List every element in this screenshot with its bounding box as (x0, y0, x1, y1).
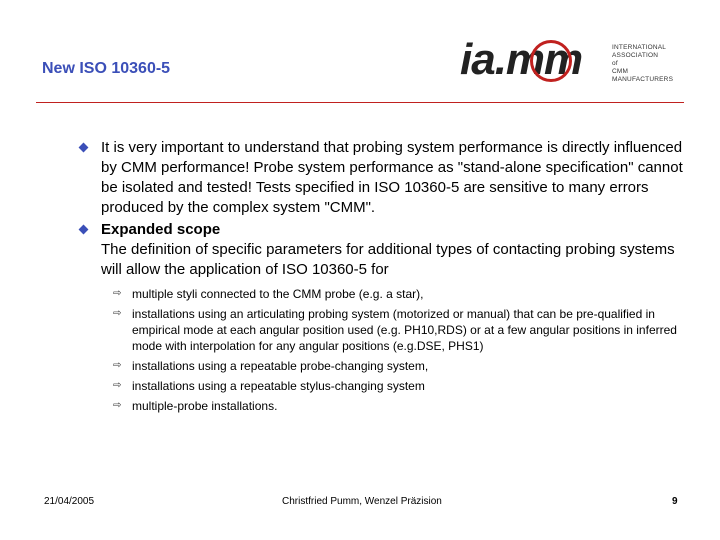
slide-title: New ISO 10360-5 (42, 60, 171, 77)
iacmm-logo (460, 35, 690, 84)
slide-body (78, 138, 688, 418)
diamond-bullet-icon (79, 143, 89, 153)
footer-date: 21/04/2005 (44, 496, 95, 507)
logo-sub-line: of (612, 60, 618, 67)
bullet-heading: Expanded scope (101, 221, 221, 238)
title-divider (36, 102, 684, 103)
logo-ia-text: ia. (460, 35, 506, 84)
arrow-bullet-icon: ⇨ (113, 360, 122, 371)
arrow-bullet-icon: ⇨ (113, 380, 122, 391)
logo-subtitle (612, 44, 690, 84)
sub-item-text: installations using an articulating probing system (motorized or manual) that can be pre-qualified in empirical mode at each angular position used (e.g. PH10,RDS) or at a few angular positions in inferred mode with interpolation for any angular positions (e.g.DSE, PHS1) (132, 307, 677, 353)
arrow-bullet-icon: ⇨ (113, 400, 122, 411)
sub-list-item (113, 286, 688, 302)
page-number: 9 (672, 496, 678, 507)
logo-sub-line: CMM MANUFACTURERS (612, 68, 674, 83)
bullet-text: It is very important to understand that probing system performance is directly influenced by CMM performance! Probe system performance as "stand-alone specification" cannot be isolated and tested! Tests specified in ISO 10360-5 are sensitive to many errors produced by the complex system "CMM". (101, 139, 683, 216)
sub-item-text: multiple styli connected to the CMM probe (e.g. a star), (132, 287, 424, 301)
bullet-item (78, 138, 688, 218)
sub-item-text: multiple-probe installations. (132, 399, 278, 413)
arrow-bullet-icon: ⇨ (113, 288, 122, 299)
sub-list-item (113, 306, 688, 354)
sub-list-item (113, 358, 688, 374)
sub-list (78, 286, 688, 414)
logo-ring-icon (530, 40, 572, 82)
sub-item-text: installations using a repeatable probe-changing system, (132, 359, 429, 373)
footer-author: Christfried Pumm, Wenzel Präzision (282, 496, 442, 507)
logo-mm-text: mm (505, 35, 583, 84)
sub-list-item (113, 378, 688, 394)
diamond-bullet-icon (79, 225, 89, 235)
logo-sub-line: ASSOCIATION (612, 52, 659, 59)
sub-item-text: installations using a repeatable stylus-changing system (132, 379, 425, 393)
logo-sub-line: INTERNATIONAL (612, 44, 667, 51)
arrow-bullet-icon: ⇨ (113, 308, 122, 319)
sub-list-item (113, 398, 688, 414)
bullet-item (78, 220, 688, 280)
bullet-text: The definition of specific parameters for additional types of contacting probing systems will allow the application of ISO 10360-5 for (101, 241, 675, 278)
